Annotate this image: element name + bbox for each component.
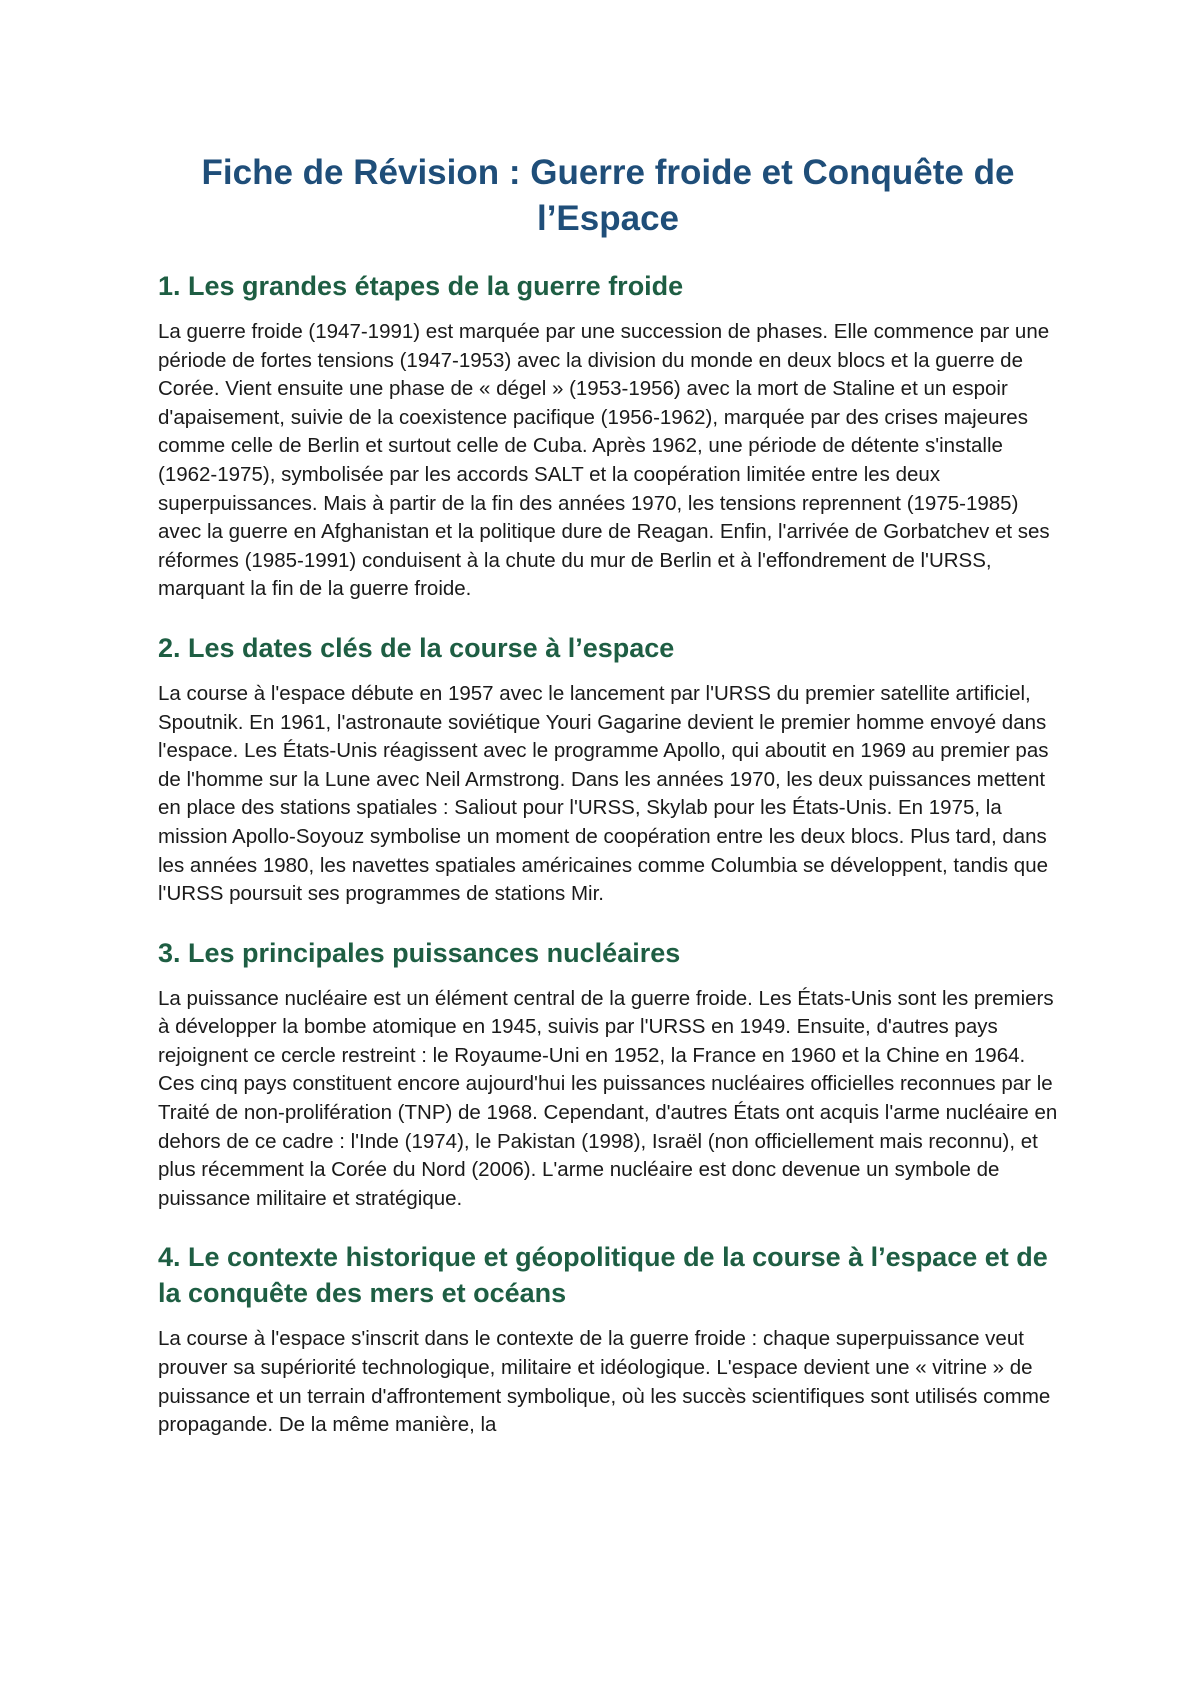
section-heading: 1. Les grandes étapes de la guerre froide — [158, 271, 684, 301]
document-page — [158, 150, 1058, 1466]
section-paragraph: La course à l'espace débute en 1957 avec le lancement par l'URSS du premier satellite artificiel, Spoutnik. En 1961, l'astronaute soviétique Youri Gagarine devient le premier homme envoyé dans l'espace. Les États-Unis réagissent avec le programme Apollo, qui aboutit en 1969 au premier pas de l'homme sur la Lune avec Neil Armstrong. Dans les années 1970, les deux puissances mettent en place des stations spatiales : Saliout pour l'URSS, Skylab pour les États-Unis. En 1975, la mission Apollo-Soyouz symbolise un moment de coopération entre les deux blocs. Plus tard, dans les années 1980, les navettes spatiales américaines comme Columbia se développent, tandis que l'URSS poursuit ses programmes de stations Mir. — [158, 681, 1049, 906]
section-paragraph: La guerre froide (1947-1991) est marquée par une succession de phases. Elle commence par une période de fortes tensions (1947-1953) avec la division du monde en deux blocs et la guerre de Corée. Vient ensuite une phase de « dégel » (1953-1956) avec la mort de Staline et un espoir d'apaisement, suivie de la coexistence pacifique (1956-1962), marquée par des crises majeures comme celle de Berlin et surtout celle de Cuba. Après 1962, une période de détente s'installe (1962-1975), symbolisée par les accords SALT et la coopération limitée entre les deux superpuissances. Mais à partir de la fin des années 1970, les tensions reprennent (1975-1985) avec la guerre en Afghanistan et la politique dure de Reagan. Enfin, l'arrivée de Gorbatchev et ses réformes (1985-1991) conduisent à la chute du mur de Berlin et à l'effondrement de l'URSS, marquant la fin de la guerre froide. — [158, 320, 1050, 601]
section-historical-context — [158, 1239, 1058, 1439]
section-cold-war-stages — [158, 268, 1058, 604]
document-title: Fiche de Révision : Guerre froide et Conquête de l’Espace — [201, 153, 1015, 238]
section-nuclear-powers — [158, 935, 1058, 1214]
section-paragraph: La course à l'espace s'inscrit dans le contexte de la guerre froide : chaque superpuissance veut prouver sa supériorité technologique, militaire et idéologique. L'espace devient une « vitrine » de puissance et un terrain d'affrontement symbolique, où les succès scientifiques sont utilisés comme propagande. De la même manière, la — [158, 1327, 1051, 1437]
section-heading: 4. Le contexte historique et géopolitique de la course à l’espace et de la conquête des mers et océans — [158, 1242, 1048, 1309]
section-space-race-dates — [158, 630, 1058, 909]
section-heading: 3. Les principales puissances nucléaires — [158, 937, 681, 968]
section-paragraph: La puissance nucléaire est un élément central de la guerre froide. Les États-Unis sont les premiers à développer la bombe atomique en 1945, suivis par l'URSS en 1949. Ensuite, d'autres pays rejoignent ce cercle restreint : le Royaume-Uni en 1952, la France en 1960 et la Chine en 1964. Ces cinq pays constituent encore aujourd'hui les puissances nucléaires officielles reconnues par le Traité de non-prolifération (TNP) de 1968. Cependant, d'autres États ont acquis l'arme nucléaire en dehors de ce cadre : l'Inde (1974), le Pakistan (1998), Israël (non officiellement mais reconnu), et plus récemment la Corée du Nord (2006). L'arme nucléaire est donc devenue un symbole de puissance militaire et stratégique. — [158, 986, 1058, 1210]
section-heading: 2. Les dates clés de la course à l’espace — [158, 632, 675, 663]
